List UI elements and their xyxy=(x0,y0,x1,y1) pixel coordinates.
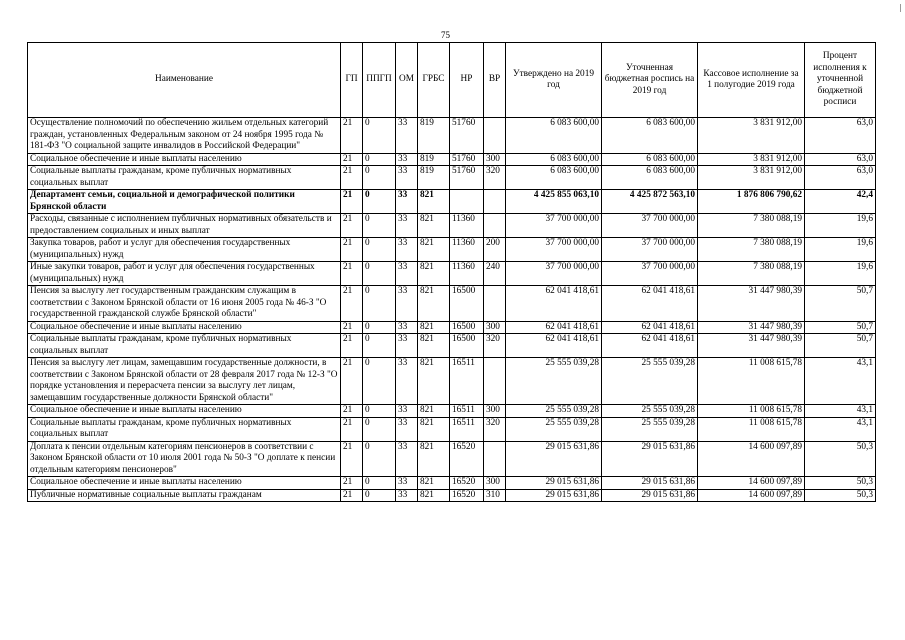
cell-np: 51760 xyxy=(450,153,484,166)
cell-revised: 6 083 600,00 xyxy=(602,153,698,166)
cell-approved: 37 700 000,00 xyxy=(506,214,602,238)
cell-approved: 29 015 631,86 xyxy=(506,489,602,502)
cell-revised: 37 700 000,00 xyxy=(602,214,698,238)
table-row xyxy=(28,405,876,418)
cell-gp: 21 xyxy=(341,286,363,322)
cell-name: Социальное обеспечение и иные выплаты населению xyxy=(28,321,341,334)
table-row xyxy=(28,334,876,358)
header-grbs: ГРБС xyxy=(418,43,450,118)
table-header-row xyxy=(28,43,876,118)
cell-vr: 320 xyxy=(484,166,506,190)
cell-np: 51760 xyxy=(450,118,484,154)
cell-np: 16511 xyxy=(450,358,484,405)
cell-vr: 300 xyxy=(484,405,506,418)
cell-cash: 7 380 088,19 xyxy=(698,262,805,286)
cell-revised: 25 555 039,28 xyxy=(602,417,698,441)
cell-name: Социальные выплаты гражданам, кроме публичных нормативных социальных выплат xyxy=(28,166,341,190)
cell-gp: 21 xyxy=(341,190,363,214)
cell-cash: 11 008 615,78 xyxy=(698,417,805,441)
cell-vr: 300 xyxy=(484,153,506,166)
cell-revised: 6 083 600,00 xyxy=(602,166,698,190)
cell-grbs: 821 xyxy=(418,489,450,502)
cell-approved: 62 041 418,61 xyxy=(506,321,602,334)
cell-cash: 1 876 806 790,62 xyxy=(698,190,805,214)
cell-name: Иные закупки товаров, работ и услуг для обеспечения государственных (муниципальных) нужд xyxy=(28,262,341,286)
cell-cash: 14 600 097,89 xyxy=(698,477,805,490)
table-row xyxy=(28,321,876,334)
cell-grbs: 819 xyxy=(418,118,450,154)
cell-vr xyxy=(484,441,506,477)
cell-np: 16520 xyxy=(450,477,484,490)
cell-name: Закупка товаров, работ и услуг для обеспечения государственных (муниципальных) нужд xyxy=(28,238,341,262)
cell-vr: 240 xyxy=(484,262,506,286)
cell-om: 33 xyxy=(396,262,418,286)
cell-percent: 19,6 xyxy=(805,238,876,262)
cell-approved: 6 083 600,00 xyxy=(506,153,602,166)
cell-name: Пенсия за выслугу лет государственным гражданским служащим в соответствии с Законом Брянской области от 16 июня 2005 года № 46-З "О государственной гражданской службе Брянской области" xyxy=(28,286,341,322)
scan-edge-mark xyxy=(900,4,901,12)
cell-approved: 62 041 418,61 xyxy=(506,334,602,358)
cell-grbs: 821 xyxy=(418,214,450,238)
cell-revised: 6 083 600,00 xyxy=(602,118,698,154)
cell-name: Социальное обеспечение и иные выплаты населению xyxy=(28,477,341,490)
cell-percent: 43,1 xyxy=(805,405,876,418)
cell-om: 33 xyxy=(396,405,418,418)
cell-cash: 11 008 615,78 xyxy=(698,358,805,405)
cell-gp: 21 xyxy=(341,214,363,238)
cell-np: 16500 xyxy=(450,321,484,334)
cell-name: Социальное обеспечение и иные выплаты населению xyxy=(28,153,341,166)
cell-approved: 37 700 000,00 xyxy=(506,238,602,262)
cell-grbs: 821 xyxy=(418,405,450,418)
cell-grbs: 821 xyxy=(418,334,450,358)
cell-grbs: 821 xyxy=(418,286,450,322)
cell-cash: 31 447 980,39 xyxy=(698,321,805,334)
cell-vr: 310 xyxy=(484,489,506,502)
cell-approved: 4 425 855 063,10 xyxy=(506,190,602,214)
cell-grbs: 821 xyxy=(418,417,450,441)
table-row xyxy=(28,190,876,214)
header-cash: Кассовое исполнение за 1 полугодие 2019 года xyxy=(698,43,805,118)
cell-revised: 29 015 631,86 xyxy=(602,441,698,477)
cell-percent: 50,3 xyxy=(805,489,876,502)
table-row xyxy=(28,118,876,154)
cell-om: 33 xyxy=(396,286,418,322)
cell-np: 11360 xyxy=(450,238,484,262)
cell-om: 33 xyxy=(396,441,418,477)
cell-om: 33 xyxy=(396,417,418,441)
cell-ppgp: 0 xyxy=(363,166,396,190)
cell-percent: 50,7 xyxy=(805,286,876,322)
cell-grbs: 821 xyxy=(418,321,450,334)
cell-vr: 320 xyxy=(484,334,506,358)
cell-percent: 42,4 xyxy=(805,190,876,214)
page-number: 75 xyxy=(441,30,450,40)
cell-grbs: 821 xyxy=(418,262,450,286)
header-om: ОМ xyxy=(396,43,418,118)
cell-percent: 63,0 xyxy=(805,153,876,166)
cell-revised: 4 425 872 563,10 xyxy=(602,190,698,214)
cell-gp: 21 xyxy=(341,166,363,190)
cell-np: 16511 xyxy=(450,417,484,441)
cell-om: 33 xyxy=(396,334,418,358)
cell-gp: 21 xyxy=(341,405,363,418)
table-row xyxy=(28,238,876,262)
cell-gp: 21 xyxy=(341,262,363,286)
cell-name: Доплата к пенсии отдельным категориям пенсионеров в соответствии с Законом Брянской области от 10 июля 2001 года № 50-З "О доплате к пенсии отдельным категориям пенсионеров" xyxy=(28,441,341,477)
cell-vr xyxy=(484,358,506,405)
cell-cash: 31 447 980,39 xyxy=(698,334,805,358)
cell-name: Департамент семьи, социальной и демографической политики Брянской области xyxy=(28,190,341,214)
cell-gp: 21 xyxy=(341,441,363,477)
cell-ppgp: 0 xyxy=(363,286,396,322)
cell-name: Осуществление полномочий по обеспечению жильем отдельных категорий граждан, установленных Федеральным законом от 24 ноября 1995 года № 181-ФЗ "О социальной защите инвалидов в Российской Федерации" xyxy=(28,118,341,154)
cell-np: 16520 xyxy=(450,489,484,502)
cell-ppgp: 0 xyxy=(363,405,396,418)
cell-ppgp: 0 xyxy=(363,214,396,238)
table-row xyxy=(28,166,876,190)
cell-cash: 3 831 912,00 xyxy=(698,166,805,190)
cell-cash: 14 600 097,89 xyxy=(698,489,805,502)
cell-percent: 50,3 xyxy=(805,477,876,490)
cell-gp: 21 xyxy=(341,358,363,405)
cell-gp: 21 xyxy=(341,334,363,358)
header-np: НР xyxy=(450,43,484,118)
cell-percent: 19,6 xyxy=(805,262,876,286)
cell-om: 33 xyxy=(396,118,418,154)
cell-ppgp: 0 xyxy=(363,358,396,405)
header-vr: ВР xyxy=(484,43,506,118)
cell-np: 16511 xyxy=(450,405,484,418)
table-row xyxy=(28,477,876,490)
cell-gp: 21 xyxy=(341,321,363,334)
cell-vr xyxy=(484,286,506,322)
cell-vr: 200 xyxy=(484,238,506,262)
table-row xyxy=(28,417,876,441)
cell-approved: 37 700 000,00 xyxy=(506,262,602,286)
cell-approved: 25 555 039,28 xyxy=(506,358,602,405)
cell-ppgp: 0 xyxy=(363,441,396,477)
cell-ppgp: 0 xyxy=(363,262,396,286)
cell-approved: 25 555 039,28 xyxy=(506,417,602,441)
cell-np: 16520 xyxy=(450,441,484,477)
cell-gp: 21 xyxy=(341,238,363,262)
cell-vr: 300 xyxy=(484,321,506,334)
header-ppgp: ППГП xyxy=(363,43,396,118)
cell-om: 33 xyxy=(396,153,418,166)
cell-revised: 62 041 418,61 xyxy=(602,321,698,334)
cell-np xyxy=(450,190,484,214)
cell-ppgp: 0 xyxy=(363,190,396,214)
cell-name: Расходы, связанные с исполнением публичных нормативных обязательств и предоставлением социальных и иных выплат xyxy=(28,214,341,238)
header-approved: Утверждено на 2019 год xyxy=(506,43,602,118)
cell-grbs: 819 xyxy=(418,153,450,166)
cell-gp: 21 xyxy=(341,118,363,154)
cell-revised: 62 041 418,61 xyxy=(602,286,698,322)
cell-gp: 21 xyxy=(341,417,363,441)
cell-np: 11360 xyxy=(450,214,484,238)
cell-vr xyxy=(484,214,506,238)
table-row xyxy=(28,489,876,502)
cell-percent: 43,1 xyxy=(805,417,876,441)
cell-grbs: 821 xyxy=(418,190,450,214)
cell-gp: 21 xyxy=(341,153,363,166)
cell-revised: 25 555 039,28 xyxy=(602,358,698,405)
budget-execution-table xyxy=(27,42,876,502)
cell-vr xyxy=(484,118,506,154)
table-row xyxy=(28,286,876,322)
cell-cash: 3 831 912,00 xyxy=(698,153,805,166)
cell-cash: 11 008 615,78 xyxy=(698,405,805,418)
cell-name: Социальное обеспечение и иные выплаты населению xyxy=(28,405,341,418)
cell-percent: 63,0 xyxy=(805,166,876,190)
cell-om: 33 xyxy=(396,358,418,405)
table-row xyxy=(28,153,876,166)
cell-revised: 37 700 000,00 xyxy=(602,262,698,286)
table-row xyxy=(28,262,876,286)
table-row xyxy=(28,214,876,238)
table-body xyxy=(28,118,876,502)
cell-percent: 43,1 xyxy=(805,358,876,405)
cell-om: 33 xyxy=(396,238,418,262)
cell-grbs: 821 xyxy=(418,477,450,490)
header-percent: Процент исполнения к уточненной бюджетной росписи xyxy=(805,43,876,118)
cell-revised: 29 015 631,86 xyxy=(602,477,698,490)
cell-approved: 25 555 039,28 xyxy=(506,405,602,418)
cell-approved: 29 015 631,86 xyxy=(506,477,602,490)
cell-om: 33 xyxy=(396,321,418,334)
header-gp: ГП xyxy=(341,43,363,118)
cell-om: 33 xyxy=(396,214,418,238)
header-name: Наименование xyxy=(28,43,341,118)
cell-om: 33 xyxy=(396,477,418,490)
cell-name: Социальные выплаты гражданам, кроме публичных нормативных социальных выплат xyxy=(28,334,341,358)
cell-approved: 6 083 600,00 xyxy=(506,118,602,154)
cell-om: 33 xyxy=(396,166,418,190)
cell-approved: 6 083 600,00 xyxy=(506,166,602,190)
cell-om: 33 xyxy=(396,190,418,214)
table-row xyxy=(28,441,876,477)
cell-vr xyxy=(484,190,506,214)
cell-np: 11360 xyxy=(450,262,484,286)
cell-vr: 320 xyxy=(484,417,506,441)
cell-grbs: 819 xyxy=(418,166,450,190)
cell-revised: 62 041 418,61 xyxy=(602,334,698,358)
cell-np: 16500 xyxy=(450,286,484,322)
cell-vr: 300 xyxy=(484,477,506,490)
cell-percent: 50,7 xyxy=(805,321,876,334)
cell-name: Социальные выплаты гражданам, кроме публичных нормативных социальных выплат xyxy=(28,417,341,441)
header-revised: Уточненная бюджетная роспись на 2019 год xyxy=(602,43,698,118)
cell-ppgp: 0 xyxy=(363,238,396,262)
cell-ppgp: 0 xyxy=(363,477,396,490)
cell-np: 51760 xyxy=(450,166,484,190)
cell-ppgp: 0 xyxy=(363,417,396,441)
cell-gp: 21 xyxy=(341,489,363,502)
cell-om: 33 xyxy=(396,489,418,502)
cell-gp: 21 xyxy=(341,477,363,490)
cell-cash: 3 831 912,00 xyxy=(698,118,805,154)
cell-grbs: 821 xyxy=(418,441,450,477)
table-row xyxy=(28,358,876,405)
cell-ppgp: 0 xyxy=(363,334,396,358)
cell-revised: 25 555 039,28 xyxy=(602,405,698,418)
cell-percent: 19,6 xyxy=(805,214,876,238)
cell-name: Пенсия за выслугу лет лицам, замещавшим государственные должности, в соответствии с Законом Брянской области от 28 февраля 2017 года № 12-З "О порядке установления и перерасчета пенсии за выслугу лет лицам, замещавшим государственные должности Брянской области" xyxy=(28,358,341,405)
cell-cash: 14 600 097,89 xyxy=(698,441,805,477)
cell-ppgp: 0 xyxy=(363,153,396,166)
cell-revised: 29 015 631,86 xyxy=(602,489,698,502)
cell-percent: 50,7 xyxy=(805,334,876,358)
cell-grbs: 821 xyxy=(418,358,450,405)
cell-approved: 29 015 631,86 xyxy=(506,441,602,477)
cell-cash: 7 380 088,19 xyxy=(698,238,805,262)
cell-name: Публичные нормативные социальные выплаты гражданам xyxy=(28,489,341,502)
cell-np: 16500 xyxy=(450,334,484,358)
cell-percent: 50,3 xyxy=(805,441,876,477)
cell-ppgp: 0 xyxy=(363,321,396,334)
cell-cash: 7 380 088,19 xyxy=(698,214,805,238)
cell-percent: 63,0 xyxy=(805,118,876,154)
cell-ppgp: 0 xyxy=(363,489,396,502)
cell-revised: 37 700 000,00 xyxy=(602,238,698,262)
cell-approved: 62 041 418,61 xyxy=(506,286,602,322)
cell-cash: 31 447 980,39 xyxy=(698,286,805,322)
cell-ppgp: 0 xyxy=(363,118,396,154)
cell-grbs: 821 xyxy=(418,238,450,262)
